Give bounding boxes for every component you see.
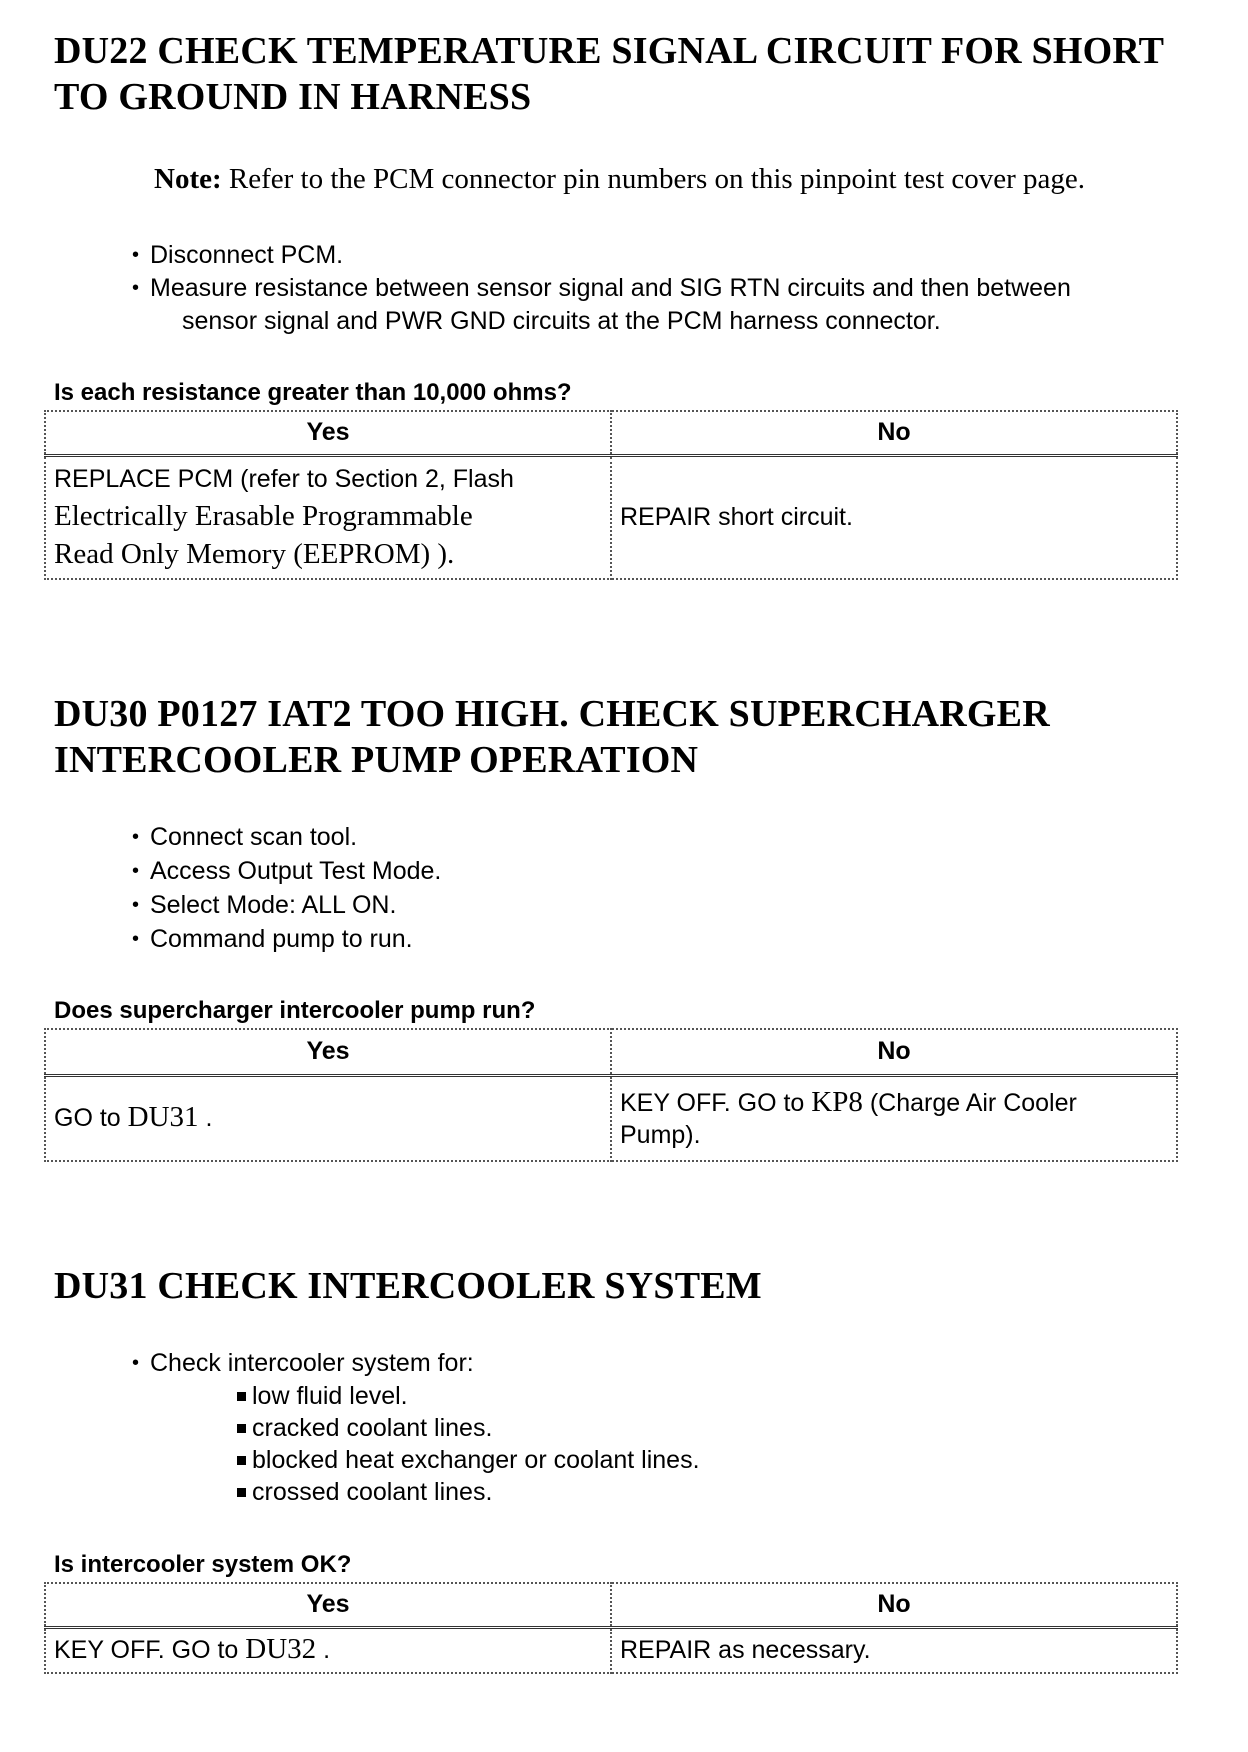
yes-cell: [45, 455, 611, 579]
du30-question: Does supercharger intercooler pump run?: [54, 997, 536, 1024]
list-item: • Access Output Test Mode.: [132, 854, 441, 888]
note-label: Note:: [154, 163, 222, 195]
du22-step-list: [132, 239, 1071, 338]
no-cell: REPAIR short circuit.: [611, 455, 1177, 579]
list-item: crossed coolant lines.: [236, 1476, 700, 1508]
reference-link[interactable]: Electrically Erasable Programmable: [54, 499, 473, 532]
bullet-icon: •: [132, 1352, 140, 1374]
no-header: No: [611, 1029, 1177, 1075]
yes-header: Yes: [45, 1583, 611, 1627]
heading-line: INTERCOOLER PUMP OPERATION: [54, 739, 699, 781]
du31-question: Is intercooler system OK?: [54, 1551, 352, 1578]
section-du31-heading: [54, 1263, 762, 1309]
reference-link[interactable]: Read Only Memory (EEPROM) ).: [54, 537, 455, 570]
bullet-icon: •: [132, 860, 140, 882]
heading-line: DU31 CHECK INTERCOOLER SYSTEM: [54, 1265, 762, 1307]
note: [154, 162, 1085, 196]
square-bullet-icon: [237, 1456, 246, 1465]
yes-header: Yes: [45, 1029, 611, 1075]
list-item: low fluid level.: [236, 1380, 700, 1412]
du22-answer-table: [44, 410, 1178, 580]
list-item: cracked coolant lines.: [236, 1412, 700, 1444]
list-item: • Connect scan tool.: [132, 820, 441, 854]
list-item: • Measure resistance between sensor signal and SIG RTN circuits and then between: [132, 272, 1071, 305]
no-header: No: [611, 411, 1177, 455]
du31-step-list: [132, 1347, 474, 1380]
yes-cell: GO to DU31 .: [45, 1075, 611, 1161]
list-item-continuation: sensor signal and PWR GND circuits at the PCM harness connector.: [182, 307, 941, 335]
square-bullet-icon: [237, 1488, 246, 1497]
heading-line: TO GROUND IN HARNESS: [54, 76, 532, 118]
bullet-icon: •: [132, 244, 140, 266]
du30-step-list: [132, 820, 441, 956]
yes-cell: KEY OFF. GO to DU32 .: [45, 1627, 611, 1673]
no-header: No: [611, 1583, 1177, 1627]
du31-substep-list: [236, 1380, 700, 1508]
square-bullet-icon: [237, 1424, 246, 1433]
square-bullet-icon: [237, 1392, 246, 1401]
kp8-link[interactable]: KP8: [811, 1085, 863, 1118]
list-item: • Select Mode: ALL ON.: [132, 888, 441, 922]
du32-link[interactable]: DU32: [245, 1633, 317, 1666]
bullet-icon: •: [132, 928, 140, 950]
du31-link[interactable]: DU31: [127, 1101, 199, 1134]
no-cell: REPAIR as necessary.: [611, 1627, 1177, 1673]
bullet-icon: •: [132, 277, 140, 299]
yes-header: Yes: [45, 411, 611, 455]
list-item: • Check intercooler system for:: [132, 1347, 474, 1380]
du22-question: Is each resistance greater than 10,000 ohms?: [54, 379, 572, 406]
no-cell: KEY OFF. GO to KP8 (Charge Air Cooler Pump).: [611, 1075, 1177, 1161]
section-du30-heading: [54, 691, 1050, 783]
note-text: Refer to the PCM connector pin numbers on this pinpoint test cover page.: [228, 163, 1086, 195]
list-item: • Disconnect PCM.: [132, 239, 1071, 272]
heading-line: DU22 CHECK TEMPERATURE SIGNAL CIRCUIT FOR SHORT: [54, 30, 1165, 72]
action-text: REPLACE PCM (refer to Section 2, Flash: [54, 464, 514, 493]
heading-line: DU30 P0127 IAT2 TOO HIGH. CHECK SUPERCHARGER: [54, 693, 1050, 735]
section-du22-heading: [54, 28, 1164, 120]
bullet-icon: •: [132, 894, 140, 916]
list-item: • Command pump to run.: [132, 922, 441, 956]
list-item: blocked heat exchanger or coolant lines.: [236, 1444, 700, 1476]
du31-answer-table: [44, 1582, 1178, 1674]
bullet-icon: •: [132, 826, 140, 848]
du30-answer-table: [44, 1028, 1178, 1162]
